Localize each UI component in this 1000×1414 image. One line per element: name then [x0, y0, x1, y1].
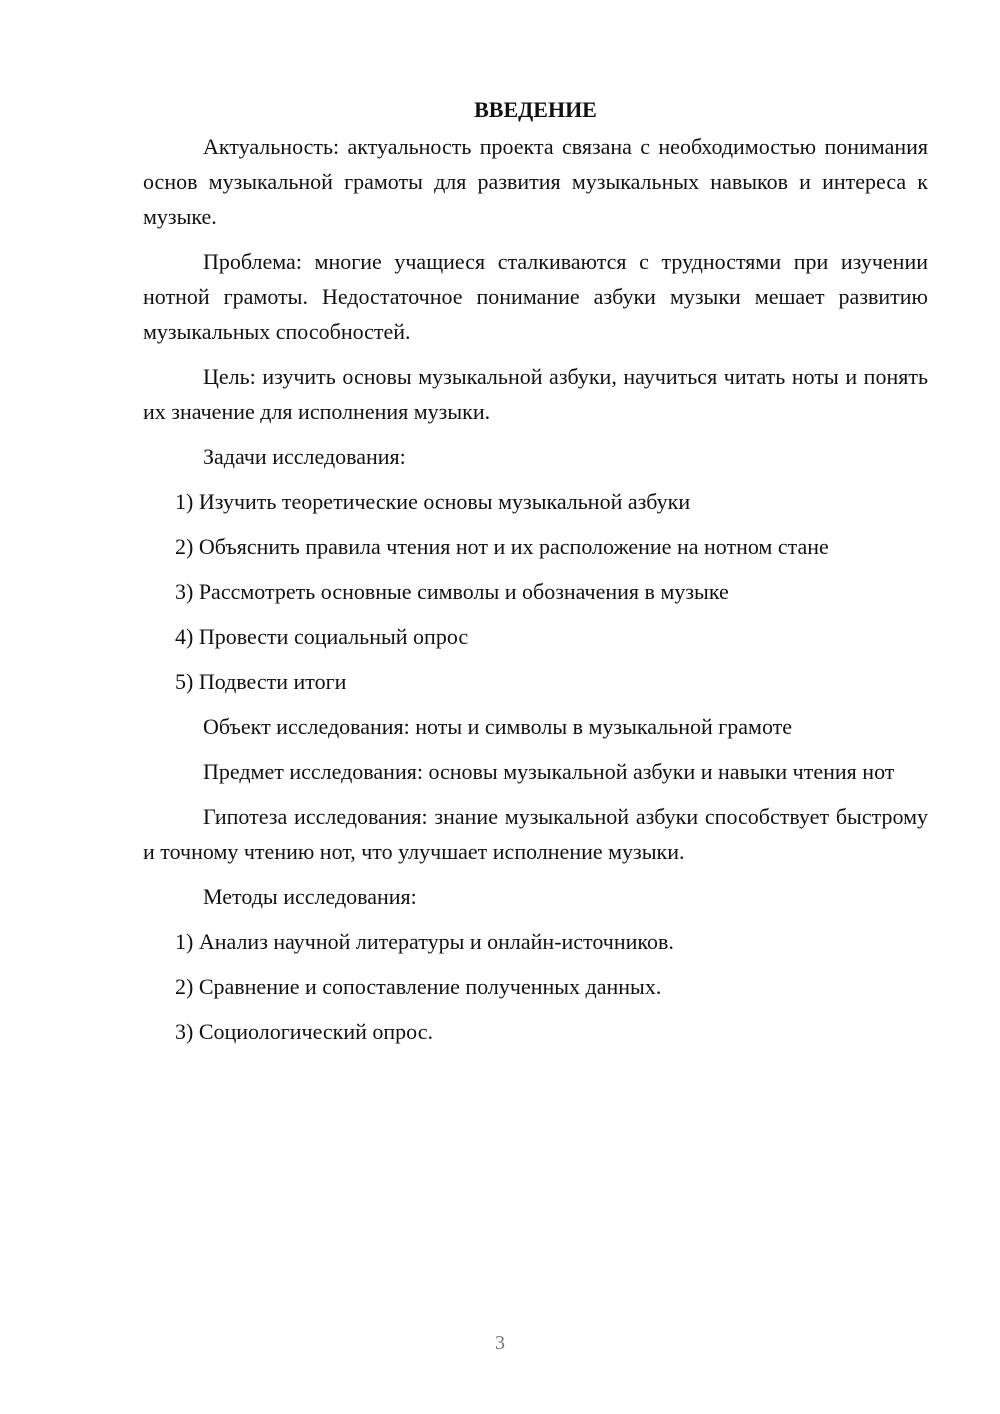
methods-heading: Методы исследования:	[203, 884, 417, 909]
relevance-paragraph: Актуальность: актуальность проекта связана с необходимостью понимания основ музыкальной грамоты для развития музыкальных навыков и интереса к музыке.	[143, 134, 928, 229]
task-item: 5) Подвести итоги	[175, 669, 347, 694]
goal-paragraph: Цель: изучить основы музыкальной азбуки, научиться читать ноты и понять их значение для исполнения музыки.	[143, 364, 928, 424]
object-paragraph: Объект исследования: ноты и символы в музыкальной грамоте	[203, 714, 793, 739]
method-item: 3) Социологический опрос.	[175, 1019, 433, 1044]
method-item: 2) Сравнение и сопоставление полученных данных.	[175, 974, 662, 999]
hypothesis-paragraph: Гипотеза исследования: знание музыкальной азбуки способствует быстрому и точному чтению нот, что улучшает исполнение музыки.	[143, 804, 928, 864]
problem-paragraph: Проблема: многие учащиеся сталкиваются с трудностями при изучении нотной грамоты. Недостаточное понимание азбуки музыки мешает развитию музыкальных способностей.	[143, 249, 928, 344]
task-item: 2) Объяснить правила чтения нот и их расположение на нотном стане	[175, 534, 829, 559]
page-title: ВВЕДЕНИЕ	[474, 97, 597, 122]
page-number: 3	[495, 1332, 505, 1354]
task-item: 4) Провести социальный опрос	[175, 624, 469, 649]
task-item: 1) Изучить теоретические основы музыкальной азбуки	[175, 489, 691, 514]
method-item: 1) Анализ научной литературы и онлайн-источников.	[175, 929, 674, 954]
subject-paragraph: Предмет исследования: основы музыкальной азбуки и навыки чтения нот	[203, 759, 895, 784]
page-content	[143, 92, 928, 1059]
tasks-heading: Задачи исследования:	[203, 444, 406, 469]
task-item: 3) Рассмотреть основные символы и обозначения в музыке	[175, 579, 729, 604]
